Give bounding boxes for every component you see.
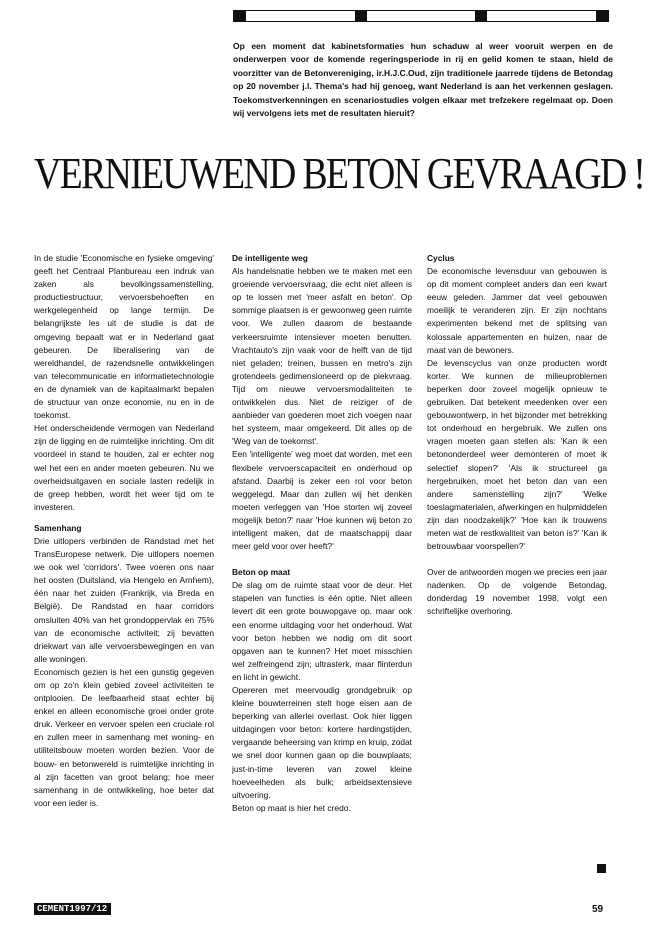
intro-lead: Op een moment dat kabinetsformaties hun schaduw al weer vooruit werpen en de onderwerpen voor de komende regeringsperiode in rij en gelid komen te staan, hield de voorzitter van de Betonvereniging, ir.H.J.C.Oud, zijn traditionele jaarrede tijdens de Betondag op 20 november j.l. Thema's had hij genoeg, want Nederland is aan het verkennen geslagen. Toekomstverkenningen en scenariostudies volgen elkaar met trefzekere regelmaat op. Doen wij vervolgens iets met de resultaten hieruit? xyxy=(233,41,613,119)
journal-label: CEMENT1997/12 xyxy=(34,903,111,915)
paragraph: Economisch gezien is het een gunstig gegeven om op zo'n klein gebied zoveel activiteiten te ontplooien. De leefbaarheid staat echter bij enkel en alleen economische groei onder grote druk. Verkeer en vervoer spelen een cruciale rol en zullen meer in samenhang met woning- en utiliteitsbouw moeten worden bezien. Voor de bouw- en betonwereld is ruimtelijke inrichting in al zijn facetten van groot belang; hoe meer samenhang in de ontwikkeling, hoe beter dat voor een ieder is. xyxy=(34,666,214,808)
section-heading-beton-op-maat: Beton op maat xyxy=(232,567,291,578)
header-square-3 xyxy=(475,11,487,21)
column-2 xyxy=(232,252,412,815)
paragraph: Over de antwoorden mogen we precies een jaar nadenken. Op de volgende Betondag, donderdag 19 november 1998, volgt een schriftelijke overhoring. xyxy=(427,567,607,617)
paragraph: Opereren met meervoudig grondgebruik op kleine bouwterreinen stelt hoge eisen aan de beperking van allerlei overlast. Ook hier liggen uitdagingen voor beton: kortere hardingstijden, vergaande beheersing van krimp en kruip, zodat we snel door kunnen gaan op die bouwplaats; just-in-time leveren van zowel kleine hoeveelheden als bulk; arbeidsextensieve uitvoering. xyxy=(232,685,412,800)
paragraph: De slag om de ruimte staat voor de deur. Het stapelen van functies is één optie. Niet alleen levert dit een grote bouwopgave op, maar ook een enorme uitdaging voor het onderhoud. Wat voor beton hebben we nodig om dit soort opgaven aan te kunnen? Het moet misschien wel zelfreingend zijn; ultrasterk, maar flinterdun en licht in gewicht. xyxy=(232,580,412,682)
paragraph: In de studie 'Economische en fysieke omgeving' geeft het Centraal Planbureau een indruk van zaken als bevolkingssamenstelling, productiestructuur, vervoersbehoeften en werkgelegenheid op lange termijn. De belangrijkste les uit de studie is dat de omgeving bepaalt wat er in Nederland gaat gebeuren. De liberalisering van de wereldhandel, de razendsnelle ontwikkelingen van telecommunicatie en informatietechnologie en de dynamiek van de kapitaalmarkt bepalen de structuur van onze economie, nu en in de toekomst. xyxy=(34,253,214,421)
page-number: 59 xyxy=(592,904,604,915)
paragraph: Als handelsnatie hebben we te maken met een groeiende vervoersvraag, die echt niet alleen is op te lossen met 'meer asfalt en beton'. Op sommige plaatsen is er gewoonweg geen ruimte voor. We zullen daarom de bestaande verkeersruimte intensiever moeten benutten. Vrachtauto's zijn vaak voor de helft van de tijd niet geladen; treinen, bussen en metro's zijn grotendeels gedimensioneerd op de piekvraag. Tijd om nieuwe vervoersmodaliteiten te ontwikkelen dus. Niet de reiziger of de aanbieder van goederen moet zich voegen naar het systeem, maar omgekeerd. Dit alles op de 'Weg van de toekomst'. xyxy=(232,266,412,447)
header-square-2 xyxy=(355,11,367,21)
section-heading-cyclus: Cyclus xyxy=(427,253,455,263)
header-square-1 xyxy=(234,11,246,21)
paragraph: Het onderscheidende vermogen van Nederland zijn de ligging en de ruimtelijke inrichting. Om dit voordeel in stand te houden, zal er echter nog wel het een en ander moeten gebeuren. Nu we overheidsuitgaven en sociale lasten redelijk in de greep hebben, wordt het weer tijd om te investeren. xyxy=(34,423,214,512)
paragraph: De levenscyclus van onze producten wordt korter. We kunnen de milieuproblemen beperken door zoveel mogelijk opnieuw te gebruiken. Dat betekent meedenken over een gebouwontwerp, in het bijzonder met betrekking tot onderhoud en hergebruik. We zullen ons vragen moeten gaan stellen als: 'Kan ik een betononderdeel weer demonteren of moet ik selectief slopen?' 'Als ik structureel ga hergebruiken, moet het beton dan van een andere samenstelling zijn?' 'Welke toeslagmaterialen, afwerkingen en hulpmiddelen zijn dan noodzakelijk?' 'Hoe kan ik trouwens meten wat de restkwaliteit van beton is?' 'Kan ik betrouwbaar voorspellen?' xyxy=(427,357,607,552)
section-heading-intelligente-weg: De intelligente weg xyxy=(232,253,308,263)
header-rule xyxy=(233,10,609,22)
paragraph: Drie uitlopers verbinden de Randstad met het TransEuropese netwerk. Die uitlopers noemen we ook wel 'corridors'. Twee voeren ons naar het oosten (Duitsland, via Hengelo en Arnhem), één naar het zuiden (Frankrijk, via Breda en België). De Randstad en haar corridors omsluiten 40% van het grondoppervlak en 75% van de economische activiteit; zij bevatten driekwart van alle vervoersbewegingen en van alle woningen. xyxy=(34,535,214,664)
end-of-article-mark xyxy=(597,864,606,873)
column-3 xyxy=(427,252,607,619)
section-heading-samenhang: Samenhang xyxy=(34,522,82,533)
paragraph: Beton op maat is hier het credo. xyxy=(232,802,351,813)
paragraph: Een 'intelligente' weg moet dat worden, met een flexibele vervoerscapaciteit en onderhoud op afstand. Daarbij is zeker een rol voor beton weggelegd. Maar dan zullen wij het denken moeten verleggen van 'Hoe storten wij zoveel mogelijk beton?' naar 'Hoe kunnen wij beton zo intelligent maken, dat de maatschappij daar meer geld voor over heeft?' xyxy=(232,449,412,552)
article-title: VERNIEUWEND BETON GEVRAAGD ! xyxy=(34,149,645,198)
header-square-4 xyxy=(596,11,608,21)
paragraph: De economische levensduur van gebouwen is op dit moment compleet anders dan een kwart eeuw geleden. Jammer dat veel gebouwen moeilijk te veranderen zijn. Er zijn nochtans experimenten bekend met de splitsing van kolossale appartementen en huizen, naar de maat van de bewoners. xyxy=(427,266,607,355)
column-1 xyxy=(34,252,214,810)
